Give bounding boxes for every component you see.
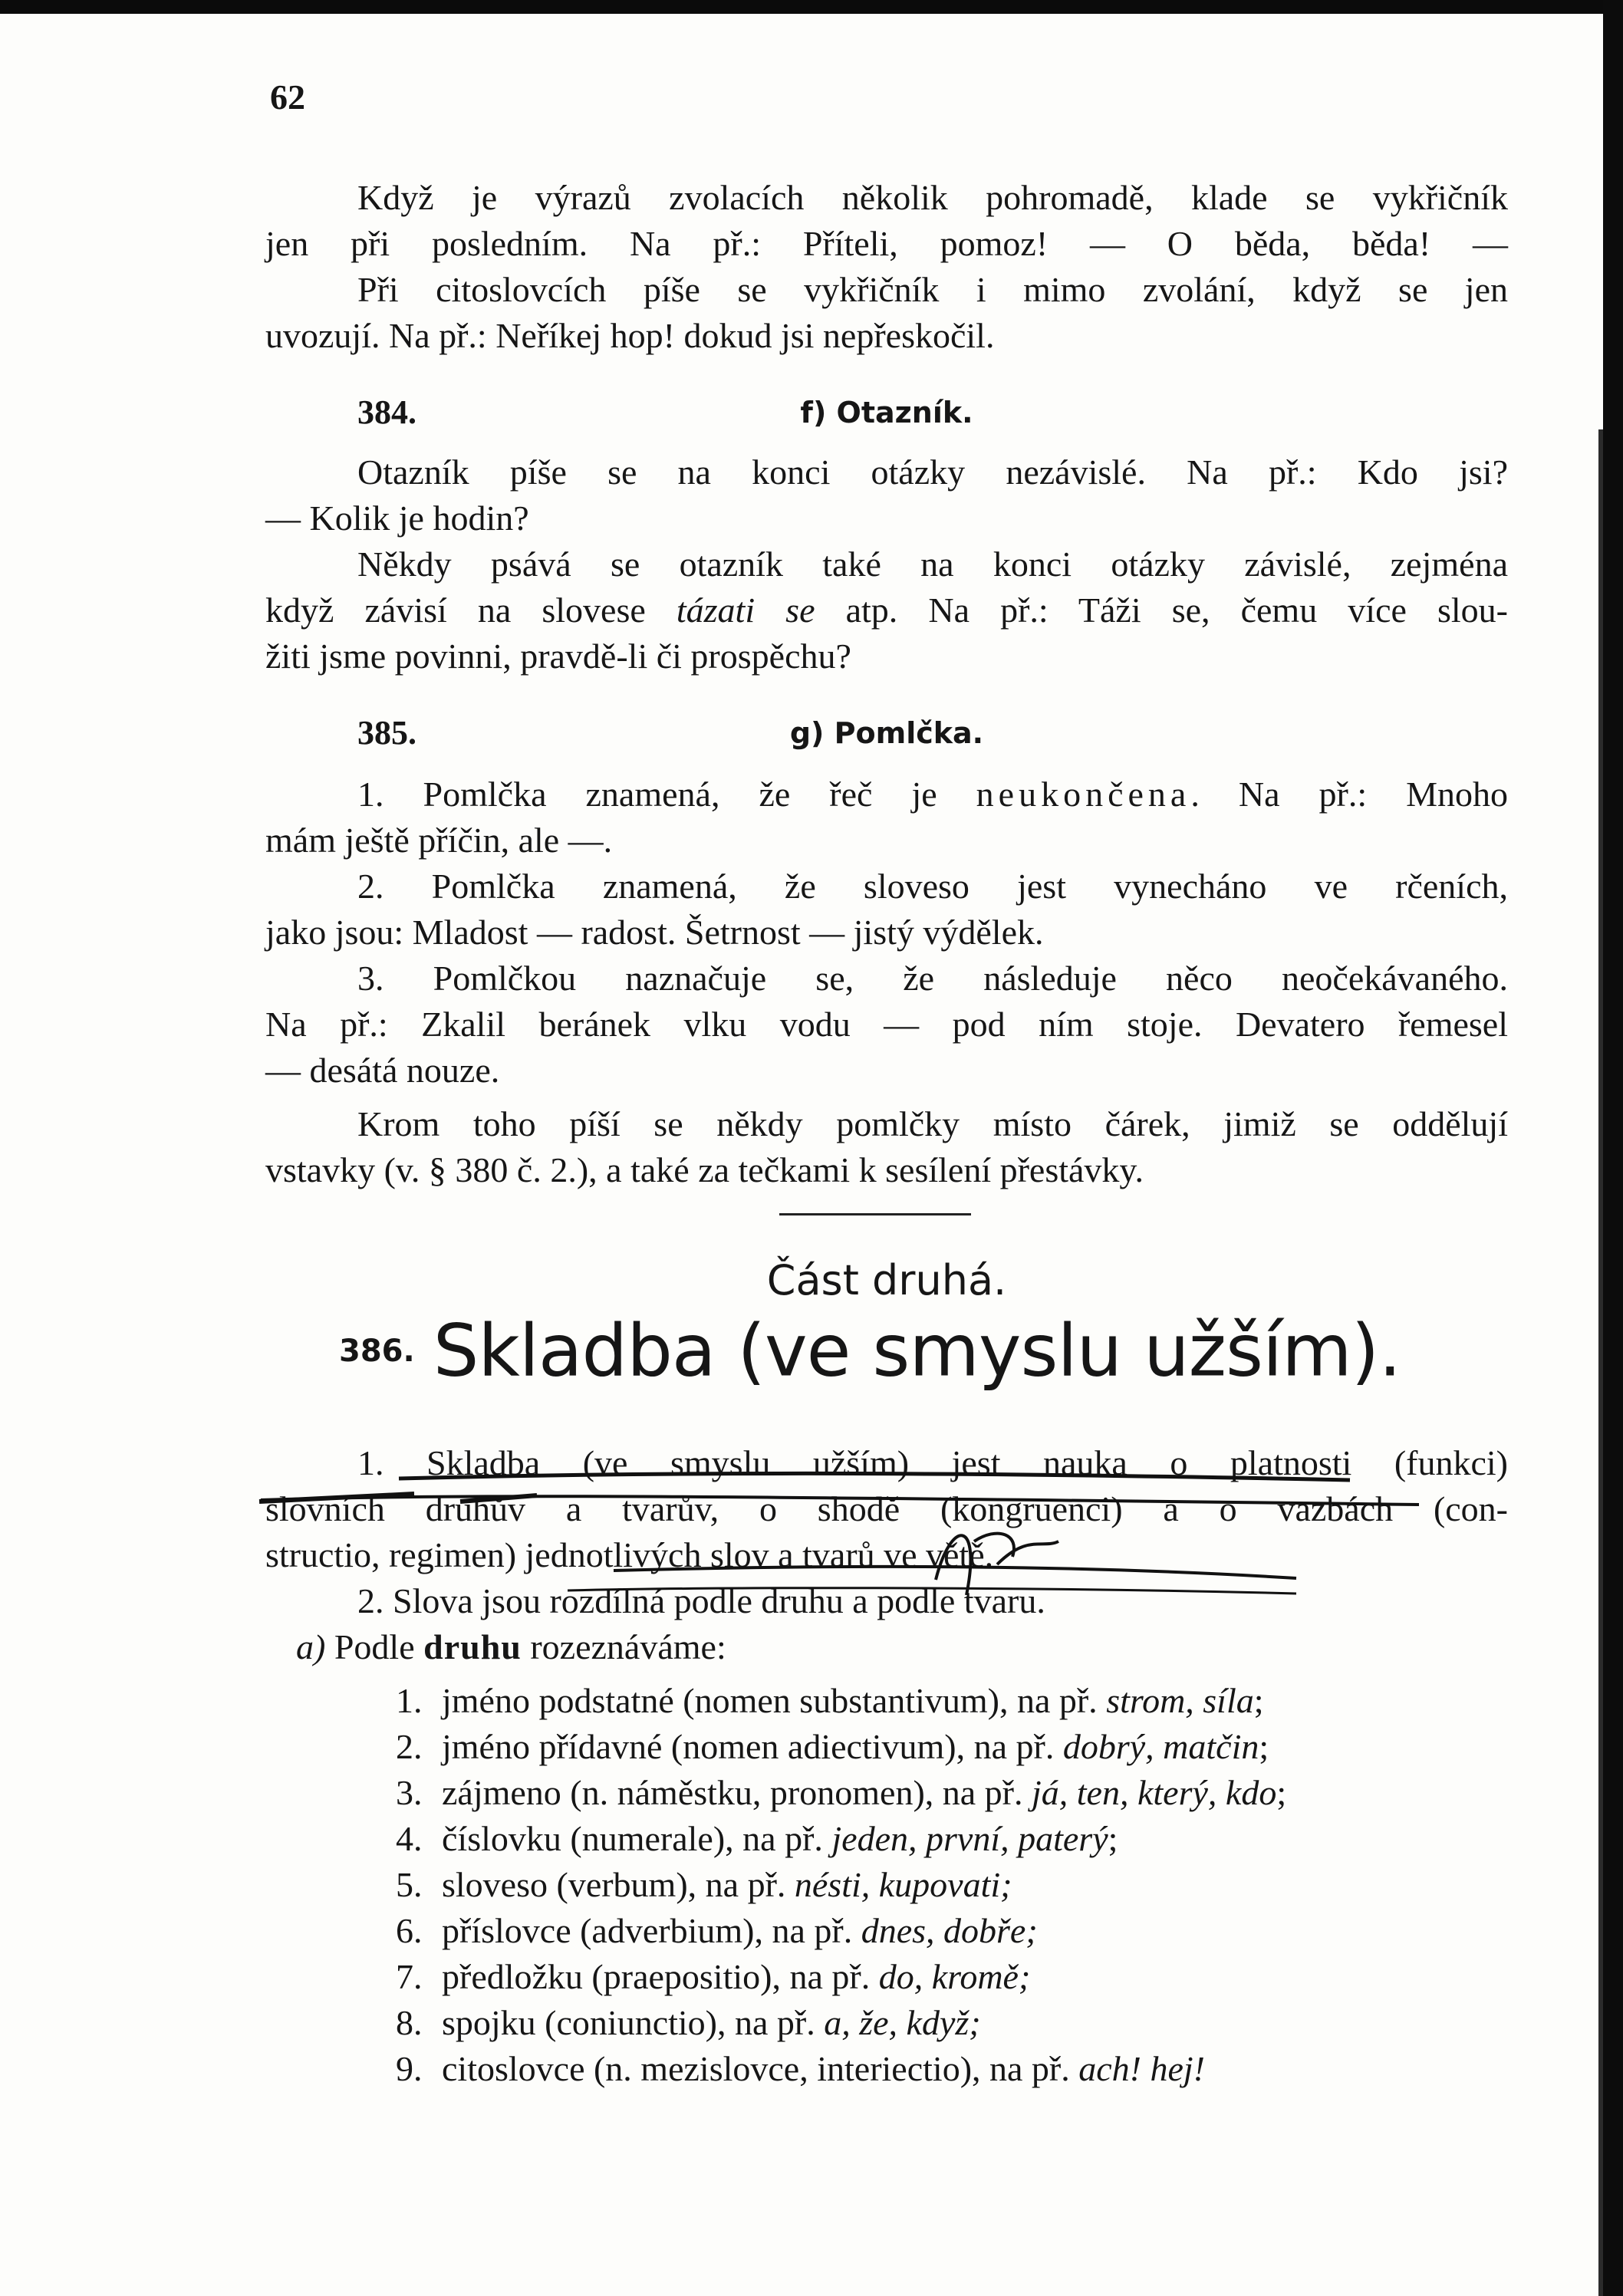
para384-line2: — Kolik je hodin? [265,498,529,538]
list-item-examples: nésti, kupovati; [794,1865,1012,1904]
para384-line1: Otazník píše se na konci otázky nezávislé. Na př.: Kdo jsi? [357,452,1508,492]
para385-p4-line1: Krom toho píší se někdy pomlčky místo čárek, jimiž se oddělují [357,1104,1508,1143]
list-item-examples: dobrý, matčin [1062,1727,1259,1766]
list-item-text: předložku (praepositio), na př. [442,1957,879,1996]
para385-p3-line1: 3. Pomlčkou naznačuje se, že následuje něco neočekávaného. [357,959,1508,998]
list-item-text: zájmeno (n. náměstku, pronomen), na př. [442,1773,1032,1812]
example-tazati-se: tázati se [676,590,815,630]
para386-line5: a) Podle druhu rozeznáváme: [296,1627,726,1666]
list-item-examples: ach! hej! [1078,2049,1206,2088]
para385-p1-line2: mám ještě příčin, ale —. [265,821,613,860]
pen-underline-1 [399,1473,1350,1480]
list-item-text: příslovce (adverbium), na př. [442,1911,861,1950]
para385-p1-line1: 1. Pomlčka znamená, že řeč je neukončena. Na př.: Mnoho [357,775,1509,814]
section-384-title: f) Otazník. [800,396,973,429]
para386-line2: slovních druhův a tvarův, o shodě (kongruenci) a o vazbách (con- [265,1489,1508,1528]
list-item-text: spojku (coniunctio), na př. [442,2003,825,2042]
list-item-text: sloveso (verbum), na př. [442,1865,795,1904]
section-385-number: 385. [357,714,416,752]
para384-line5: žiti jsme povinni, pravdě-li či prospěchu? [265,636,851,676]
list-item-number: 4. [396,1819,423,1858]
list-item-number: 8. [396,2003,423,2042]
para1-line1: Když je výrazů zvolacích několik pohromadě, klade se vykřičník [357,178,1508,217]
list-item-examples: já, ten, který, kdo [1032,1773,1277,1812]
list-item-number: 5. [396,1865,423,1904]
para385-p3-line2: Na př.: Zkalil beránek vlku vodu — pod ním stoje. Devatero řemesel [265,1005,1508,1044]
list-item-number: 2. [396,1727,423,1766]
pen-underline-2 [261,1496,1419,1505]
list-item-number: 3. [396,1773,423,1812]
list-item-examples: do, kromě; [878,1957,1031,1996]
list-item-number: 6. [396,1911,423,1950]
para386-line4: 2. Slova jsou rozdílná podle druhu a podle tvaru. [357,1581,1045,1620]
para386-line3: structio, regimen) jednotlivých slov a tvarů ve větě. [265,1535,994,1574]
pen-underline-3 [614,1567,1296,1578]
para385-p4-line2: vstavky (v. § 380 č. 2.), a také za tečkami k sesílení přestávky. [265,1150,1144,1189]
para384-line4: když závisí na slovese tázati se atp. Na př.: Táži se, čemu více slou- [265,590,1508,630]
list-item-examples: dnes, dobře; [861,1911,1038,1950]
spaced-neukoncena: neukončena [976,775,1191,814]
list-item-examples: a, že, když; [824,2003,981,2042]
para1-line4: uvozují. Na př.: Neříkej hop! dokud jsi nepřeskočil. [265,316,995,355]
section-386-title: Skladba (ve smyslu užším). [433,1309,1401,1393]
section-386-number: 386. [339,1334,415,1370]
list-item-examples: strom, síla [1106,1681,1254,1720]
list-item-end: ; [1276,1773,1287,1812]
list-item-text: jméno přídavné (nomen adiectivum), na př. [442,1727,1063,1766]
list-item-end: ; [1259,1727,1269,1766]
list-item-text: číslovku (numerale), na př. [442,1819,832,1858]
page-number: 62 [270,77,305,117]
para384-line3: Někdy psává se otazník také na konci otázky závislé, zejména [357,544,1508,584]
list-item-end: ; [1253,1681,1264,1720]
list-item-number: 7. [396,1957,423,1996]
pen-scribble [936,1534,1058,1595]
list-item-text: jméno podstatné (nomen substantivum), na př. [442,1681,1107,1720]
section-384-number: 384. [357,393,416,431]
para385-p2-line2: jako jsou: Mladost — radost. Šetrnost — jistý výdělek. [265,913,1044,952]
list-item-examples: jeden, první, paterý [831,1819,1108,1858]
part-title: Část druhá. [766,1256,1007,1304]
list-item-text: citoslovce (n. mezislovce, interiectio), na př. [442,2049,1079,2088]
para1-line3: Při citoslovcích píše se vykřičník i mimo zvolání, když se jen [357,270,1508,309]
subpoint-a: a) [296,1627,326,1666]
list-item-number: 1. [396,1681,423,1720]
pen-underline-4 [568,1588,1296,1594]
bold-druhu: druhu [423,1627,522,1666]
para385-p3-line3: — desátá nouze. [265,1051,500,1090]
list-item-number: 9. [396,2049,423,2088]
list-item-end: ; [1108,1819,1118,1858]
para386-line1: 1. Skladba (ve smyslu užším) jest nauka o platnosti (funkci) [357,1443,1508,1482]
para1-line2: jen při posledním. Na př.: Příteli, pomoz! — O běda, běda! — [265,224,1508,263]
section-385-title: g) Pomlčka. [789,716,984,750]
para385-p2-line1: 2. Pomlčka znamená, že sloveso jest vynecháno ve rčeních, [357,867,1508,906]
